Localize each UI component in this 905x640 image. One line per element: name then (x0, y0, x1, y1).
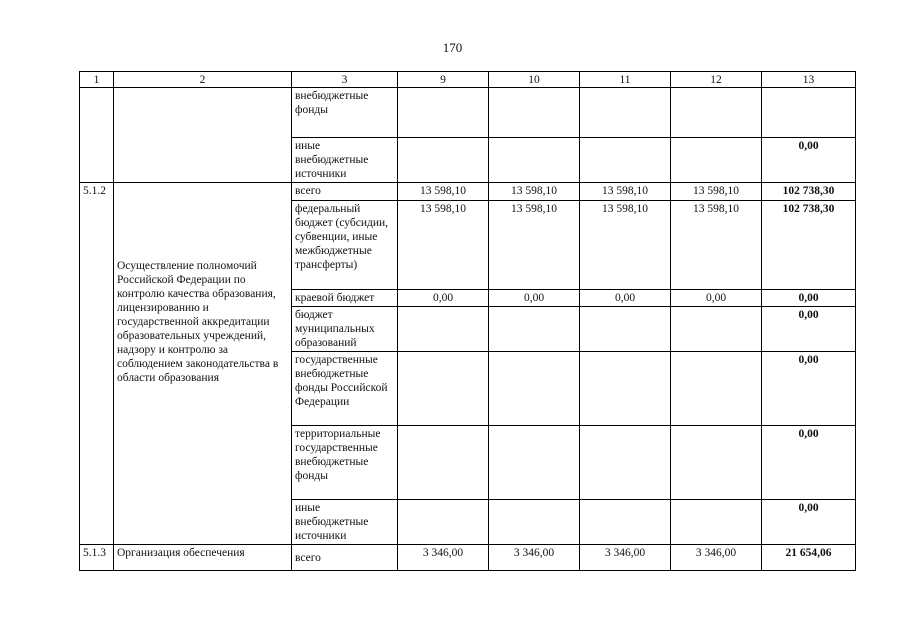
funding-source-cell: краевой бюджет (292, 290, 398, 307)
funding-source-cell: государственные внебюджетные фонды Российской Федерации (292, 352, 398, 426)
value-cell-10: 13 598,10 (489, 183, 580, 201)
funding-source-cell: внебюджетные фонды (292, 88, 398, 138)
value-cell-13 (762, 88, 856, 138)
value-cell-11 (580, 88, 671, 138)
value-cell-10: 0,00 (489, 290, 580, 307)
value-cell-9 (398, 138, 489, 183)
table-row (80, 545, 856, 571)
value-cell-11: 13 598,10 (580, 201, 671, 290)
funding-source-cell: федеральный бюджет (субсидии, субвенции, иные межбюджетные трансферты) (292, 201, 398, 290)
value-cell-9 (398, 88, 489, 138)
funding-source-cell: бюджет муниципальных образований (292, 307, 398, 352)
page-number: 170 (442, 40, 463, 55)
value-cell-10: 13 598,10 (489, 201, 580, 290)
header-col-9: 9 (398, 72, 489, 88)
funding-source-cell: всего (292, 183, 398, 201)
value-cell-11 (580, 307, 671, 352)
value-cell-9 (398, 352, 489, 426)
funding-source-cell: всего (292, 545, 398, 571)
budget-table (79, 71, 856, 571)
value-cell-12 (671, 307, 762, 352)
value-cell-13: 0,00 (762, 307, 856, 352)
value-cell-13: 102 738,30 (762, 183, 856, 201)
header-col-11: 11 (580, 72, 671, 88)
value-cell-10 (489, 352, 580, 426)
header-col-3: 3 (292, 72, 398, 88)
value-cell-10 (489, 426, 580, 500)
header-col-10: 10 (489, 72, 580, 88)
value-cell-9: 3 346,00 (398, 545, 489, 571)
value-cell-12 (671, 138, 762, 183)
value-cell-12 (671, 88, 762, 138)
value-cell-11: 0,00 (580, 290, 671, 307)
value-cell-9: 13 598,10 (398, 201, 489, 290)
value-cell-11 (580, 500, 671, 545)
funding-source-cell: иные внебюджетные источники (292, 138, 398, 183)
value-cell-9 (398, 307, 489, 352)
value-cell-9 (398, 500, 489, 545)
value-cell-13: 0,00 (762, 352, 856, 426)
value-cell-10: 3 346,00 (489, 545, 580, 571)
header-col-12: 12 (671, 72, 762, 88)
value-cell-13: 102 738,30 (762, 201, 856, 290)
value-cell-13: 0,00 (762, 500, 856, 545)
section-index-cell: 5.1.2 (80, 183, 114, 545)
activity-name-cell: Организация обеспечения (114, 545, 292, 571)
value-cell-13: 0,00 (762, 290, 856, 307)
value-cell-10 (489, 307, 580, 352)
index-cell (80, 88, 114, 183)
value-cell-9: 0,00 (398, 290, 489, 307)
value-cell-10 (489, 88, 580, 138)
value-cell-13: 0,00 (762, 138, 856, 183)
section-index-cell: 5.1.3 (80, 545, 114, 571)
value-cell-11: 13 598,10 (580, 183, 671, 201)
value-cell-13: 0,00 (762, 426, 856, 500)
funding-source-cell: территориальные государственные внебюджетные фонды (292, 426, 398, 500)
header-col-2: 2 (114, 72, 292, 88)
value-cell-11 (580, 352, 671, 426)
header-row (80, 72, 856, 88)
funding-source-cell: иные внебюджетные источники (292, 500, 398, 545)
value-cell-11 (580, 138, 671, 183)
activity-name-cell (114, 88, 292, 183)
header-col-1: 1 (80, 72, 114, 88)
value-cell-11 (580, 426, 671, 500)
value-cell-12: 13 598,10 (671, 183, 762, 201)
value-cell-10 (489, 500, 580, 545)
value-cell-12: 0,00 (671, 290, 762, 307)
value-cell-10 (489, 138, 580, 183)
value-cell-12 (671, 352, 762, 426)
activity-name-cell: Осуществление полномочий Российской Федерации по контролю качества образования, лицензированию и государственной аккредитации образовательных учреждений, надзору и контролю за соблюдением законодательства в области образования (114, 183, 292, 545)
value-cell-11: 3 346,00 (580, 545, 671, 571)
value-cell-12 (671, 426, 762, 500)
value-cell-9: 13 598,10 (398, 183, 489, 201)
value-cell-9 (398, 426, 489, 500)
value-cell-12: 13 598,10 (671, 201, 762, 290)
header-col-13: 13 (762, 72, 856, 88)
value-cell-12: 3 346,00 (671, 545, 762, 571)
value-cell-12 (671, 500, 762, 545)
value-cell-13: 21 654,06 (762, 545, 856, 571)
table-row (80, 88, 856, 138)
table-row (80, 183, 856, 201)
